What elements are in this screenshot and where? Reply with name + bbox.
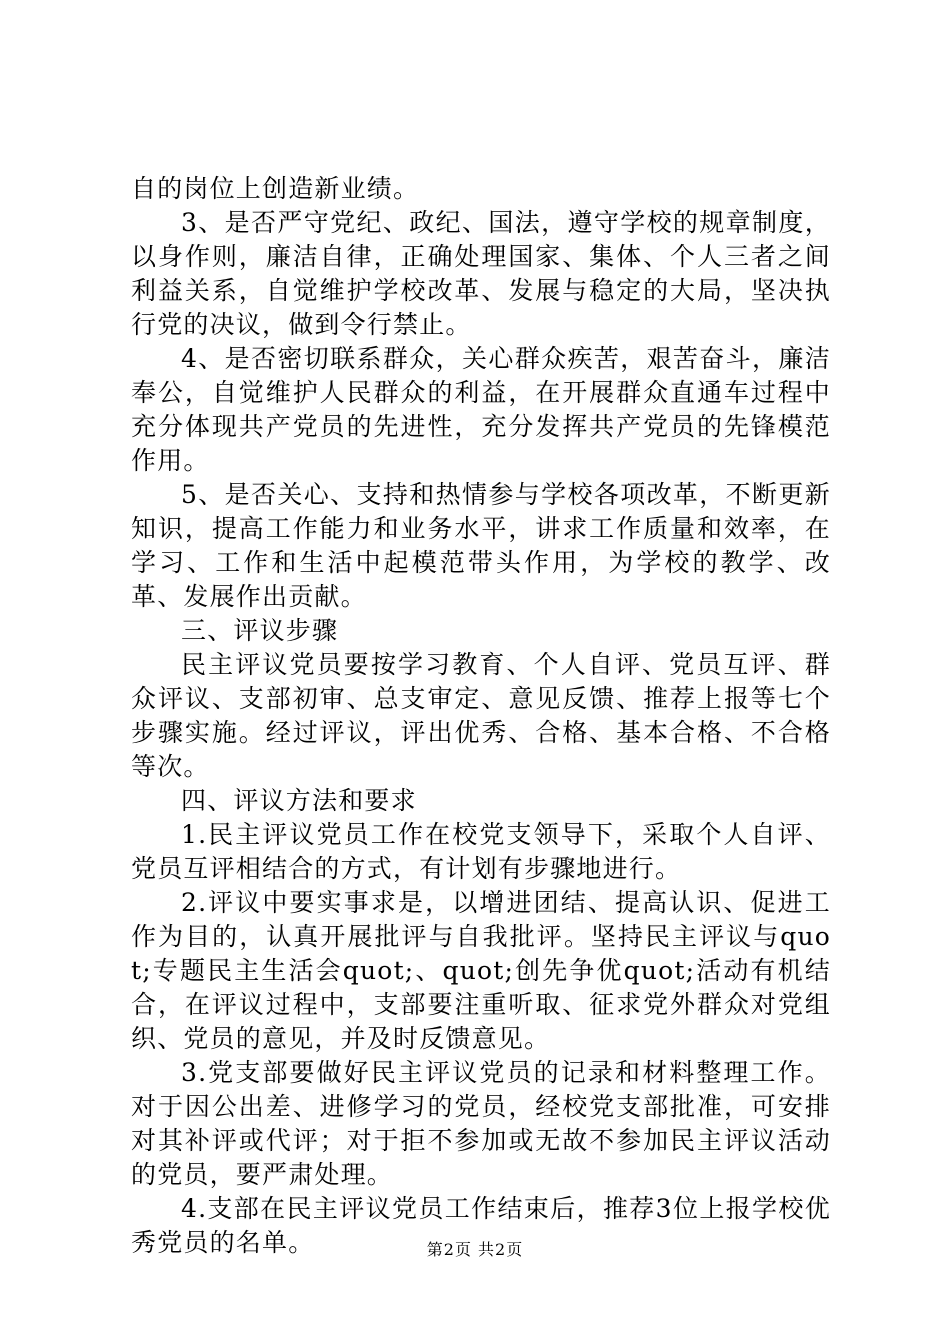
paragraph: 4、是否密切联系群众，关心群众疾苦，艰苦奋斗，廉洁奉公，自觉维护人民群众的利益，在开展群众直通车过程中充分体现共产党员的先进性，充分发挥共产党员的先锋模范作用。 [131, 344, 831, 475]
paragraph: 1.民主评议党员工作在校党支领导下，采取个人自评、党员互评相结合的方式，有计划有步骤地进行。 [131, 820, 831, 883]
page-footer: 第2页 共2页 [426, 1240, 524, 1259]
paragraph: 3.党支部要做好民主评议党员的记录和材料整理工作。对于因公出差、进修学习的党员，经校党支部批准，可安排对其补评或代评；对于拒不参加或无故不参加民主评议活动的党员，要严肃处理。 [131, 1058, 831, 1189]
paragraph: 2.评议中要实事求是，以增进团结、提高认识、促进工作为目的，认真开展批评与自我批评。坚持民主评议与quot;专题民主生活会quot;、quot;创先争优quot;活动有机结合，在评议过程中，支部要注重听取、征求党外群众对党组织、党员的意见，并及时反馈意见。 [131, 888, 831, 1053]
paragraph: 4.支部在民主评议党员工作结束后，推荐3位上报学校优秀党员的名单。 [131, 1194, 831, 1257]
document-body [131, 172, 831, 1260]
paragraph: 5、是否关心、支持和热情参与学校各项改革，不断更新知识，提高工作能力和业务水平，讲求工作质量和效率，在学习、工作和生活中起模范带头作用，为学校的教学、改革、发展作出贡献。 [131, 480, 831, 611]
section-heading: 三、评议步骤 [181, 616, 339, 645]
paragraph: 民主评议党员要按学习教育、个人自评、党员互评、群众评议、支部初审、总支审定、意见反馈、推荐上报等七个步骤实施。经过评议，评出优秀、合格、基本合格、不合格等次。 [131, 650, 831, 781]
paragraph: 3、是否严守党纪、政纪、国法，遵守学校的规章制度，以身作则，廉洁自律，正确处理国家、集体、个人三者之间利益关系，自觉维护学校改革、发展与稳定的大局，坚决执行党的决议，做到令行禁止。 [131, 208, 831, 339]
paragraph: 自的岗位上创造新业绩。 [131, 174, 420, 203]
section-heading: 四、评议方法和要求 [181, 786, 417, 815]
